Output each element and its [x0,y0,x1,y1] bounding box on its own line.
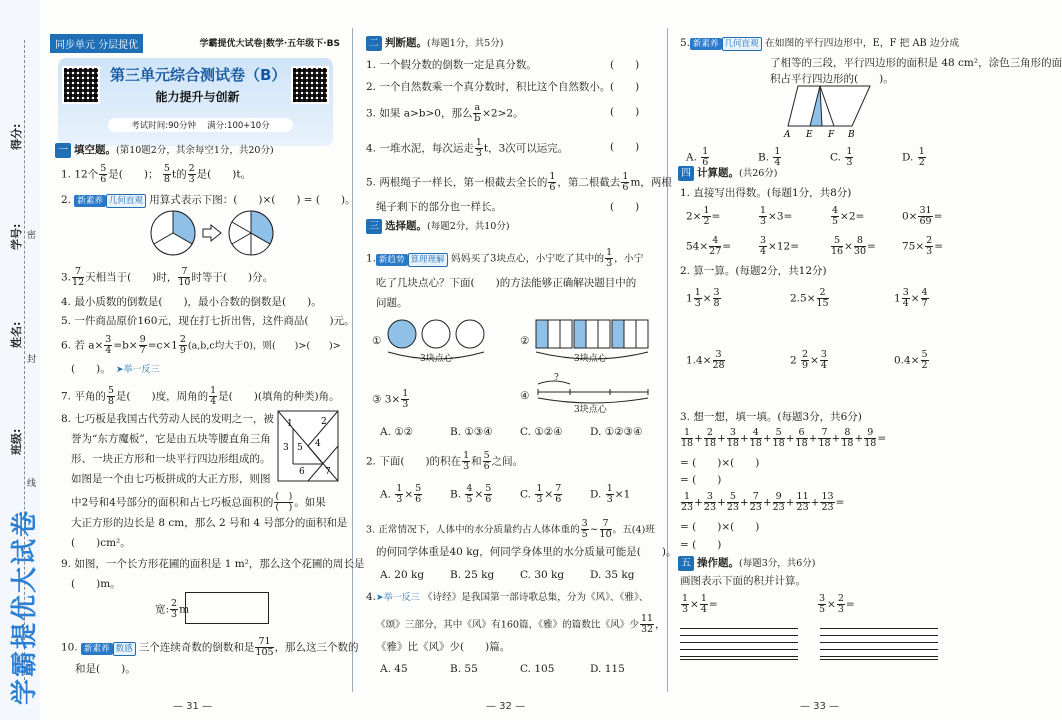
q2-pie-figures [145,209,325,259]
calc-1-item-1[interactable]: $\frac{1}{3}$ ×3= [760,205,793,227]
page-number-32: — 32 — [486,701,526,712]
test-title: 第三单元综合测试卷（B） [110,66,287,84]
section-badge: 一 [55,143,71,158]
operation-instruction: 画图表示下面的积并计算。 [680,575,806,587]
choice-2-option-1[interactable]: B. $\frac{4}{5}$ × $\frac{5}{6}$ [450,483,492,505]
svg-text:1: 1 [287,419,293,429]
choice-4-line3: 《雅》比《风》少( )篇。 [376,641,511,653]
seal-mark-3: 线 [27,479,37,489]
column-divider-1 [352,28,353,692]
parallelogram-figure [784,82,874,140]
sync-tag: 同步单元 分层提优 [50,34,143,53]
calc-2-item-3[interactable]: 1.4× $\frac{3}{28}$ [686,349,725,371]
section-operation: 五 操作题。(每题3分，共6分) [678,556,816,571]
choice-3: 3. 正常情况下，人体中的水分质量约占人体体重的 $\frac{3}{5}$ ~ $\frac{7}{10}$ 。五(4)班 [366,518,655,540]
choice-1-c[interactable]: C. ①②④ [520,426,563,438]
fill-3[interactable]: = ( )×( ) [680,521,760,533]
svg-text:7: 7 [325,467,331,477]
calc-2-item-0[interactable]: 1 $\frac{1}{3}$ × $\frac{3}{8}$ [686,287,720,309]
fraction-sum-1: $\frac{1}{18}$ + $\frac{2}{18}$ + $\frac{3}{18}$ + $\frac{4}{18}$ + $\frac{5}{18}$ + $\frac{6}{18}$ + $\frac{7}{18}$ + $\frac{8}{18}$ + $\frac{9}{18}$ = [681,427,887,449]
class-label: 班级: [10,428,23,455]
svg-text:E: E [806,130,813,140]
operation-expr-1: $\frac{1}{3}$ × $\frac{1}{4}$ = [682,593,718,615]
choice-3-line2: 的何同学体重是40 kg，何同学身体里的水分质量可能是( )。 [376,546,677,558]
q8-line5: 中2号和4号部分的面积和占七巧板总面积的 $\frac{( )}{( )}$ 。如果 [71,491,326,513]
caption-2: 3块点心 [574,354,607,364]
calc-3-title: 3. 想一想，填一填。(每题3分，共6分) [680,411,862,423]
page-number-31: — 31 — [173,701,213,712]
calc-1-item-5[interactable]: $\frac{3}{4}$ ×12= [760,235,800,257]
q3: 3. $\frac{7}{12}$ 天相当于( )时， $\frac{7}{10}$ 时等于( )分。 [61,266,274,288]
choice-3-a[interactable]: A. 20 kg [380,569,425,581]
q9-line2: ( )m。 [71,578,121,590]
q2: 2. 新素养 几何直观 用算式表示下图：( )×( ) = ( )。 [61,194,356,206]
option-3: ③ 3× $\frac{1}{3}$ [372,388,409,410]
section-true-false: 二 判断题。(每题1分，共5分) [366,36,504,51]
section-fill-blank [55,143,274,158]
choice-2-option-0[interactable]: A. $\frac{1}{3}$ × $\frac{5}{6}$ [380,483,422,505]
page-31 [45,0,365,720]
question-mark: ? [554,373,559,383]
q8-line6: 大正方形的边长是 8 cm，那么 2 号和 4 号部分的面积和是 [71,517,348,529]
choice-2-option-2[interactable]: C. $\frac{1}{3}$ × $\frac{7}{6}$ [520,483,562,505]
tangram-figure [277,410,339,482]
q6: 6. 若 a× $\frac{3}{4}$ =b× $\frac{9}{7}$ =c×1 $\frac{2}{9}$ (a,b,c均大于0)，则( )>( )> [61,334,341,356]
tf-5: 5. 两根绳子一样长，第一根截去全长的 $\frac{1}{6}$ ，第二根截去 $\frac{1}{6}$ m，两根 [366,171,672,193]
brand-vertical: 学霸提优大试卷 [10,508,40,705]
answer-paren-3[interactable]: ( ) [610,106,640,118]
tf-5-line2: 绳子剩下的部分也一样长。 [376,201,502,213]
test-subtitle: 能力提升与创新 [155,90,240,104]
binding-sidebar [0,0,40,720]
fraction-sum-2: $\frac{1}{23}$ + $\frac{3}{23}$ + $\frac{5}{23}$ + $\frac{7}{23}$ + $\frac{9}{23}$ + $\frac{11}{23}$ + $\frac{13}{23}$ = [681,491,845,513]
choice-1-d[interactable]: D. ①②③④ [590,426,643,438]
section-note: (第10题2分，其余每空1分，共20分) [116,145,274,156]
drawing-box-1[interactable] [680,628,798,660]
answer-paren-5[interactable]: ( ) [610,201,640,213]
section-title: 填空题。 [74,144,116,156]
choice-4-line2: 《颂》三部分，其中《风》有160篇，《雅》的篇数比《风》少 $\frac{11}{32}$ ， [376,613,666,635]
choice-3-c[interactable]: C. 30 kg [520,569,565,581]
svg-text:5: 5 [297,443,303,453]
choice-3-b[interactable]: B. 25 kg [450,569,495,581]
option-1-label: ① [372,335,382,347]
choice-4: 4.➤举一反三 《诗经》是我国第一部诗歌总集，分为《风》、《雅》、 [366,591,649,603]
choice-2-option-3[interactable]: D. $\frac{1}{3}$ ×1 [590,483,631,505]
calc-2-item-5[interactable]: 0.4× $\frac{5}{2}$ [894,349,928,371]
svg-text:B: B [848,130,855,140]
tf-3: 3. 如果 a>b>0，那么 $\frac{a}{b}$ ×2>2。 [366,102,524,124]
column-divider-2 [667,28,668,692]
fill-2[interactable]: = ( ) [680,474,722,486]
q9-line1: 9. 如图，一个长方形花圃的面积是 1 m²，那么这个花圃的周长是 [61,558,365,570]
q8-line3: 形、一块正方形和一块平行四边形组成的。 [71,453,271,465]
q8-line1: 8. 七巧板是我国古代劳动人民的发明之一，被 [61,413,274,425]
page-number-33: — 33 — [800,701,840,712]
caption-1: 3块点心 [420,354,453,364]
option-2-label: ② [520,335,530,347]
svg-text:F: F [828,130,835,140]
q10: 10. 新素养 数感 三个连续奇数的倒数和是 $\frac{71}{105}$ ，那么这三个数的 [61,636,359,658]
svg-text:6: 6 [299,467,305,477]
answer-paren-2[interactable]: ( ) [610,81,640,93]
q5-option-1[interactable]: B. $\frac{1}{4}$ [758,146,781,168]
drawing-box-2[interactable] [820,628,938,660]
choice-2: 2. 下面( )的积在 $\frac{1}{3}$ 和 $\frac{5}{6}$ 之间。 [366,450,524,472]
q4: 4. 最小质数的倒数是( )，最小合数的倒数是( )。 [61,296,322,308]
q6-line2: ( )。 ➤举一反三 [71,363,160,375]
svg-text:2: 2 [321,417,327,427]
caption-4: 3块点心 [574,405,607,415]
choice-1-a[interactable]: A. ①② [380,426,414,438]
section-calc: 四 计算题。(共26分) [678,166,778,181]
calc-1-item-2[interactable]: $\frac{4}{5}$ ×2= [832,205,865,227]
q7: 7. 平角的 $\frac{5}{8}$ 是( )度，周角的 $\frac{1}{4}$ 是( )(填角的种类)角。 [61,385,340,407]
q5-option-2[interactable]: C. $\frac{1}{3}$ [830,146,853,168]
calc-2-item-1[interactable]: 2.5× $\frac{2}{15}$ [790,287,829,309]
calc-2-item-2[interactable]: 1 $\frac{3}{4}$ × $\frac{4}{7}$ [894,287,928,309]
svg-text:3: 3 [283,443,289,453]
q5-option-3[interactable]: D. $\frac{1}{2}$ [902,146,925,168]
series-label: 学霸提优大试卷|数学·五年级下·BS [199,39,340,49]
choice-1-line3: 问题。 [376,297,408,309]
q5: 5. 一件商品原价160元，现在打七折出售，这件商品( )元。 [61,315,355,327]
tf-1: 1. 一个假分数的倒数一定是真分数。 [366,59,537,71]
choice-4-d[interactable]: D. 115 [590,663,625,675]
choice-1-line2: 吃了几块点心？下面( )的方法能够正确解决题目中的 [376,277,637,289]
fill-1[interactable]: = ( )×( ) [680,457,760,469]
page-32 [358,0,677,720]
page-33 [672,0,1062,720]
choice-1-b[interactable]: B. ①③④ [450,426,493,438]
seal-mark-1: 密 [27,231,37,241]
calc-1-title: 1. 直接写出得数。(每题1分，共8分) [680,187,852,199]
choice-4-a[interactable]: A. 45 [380,663,408,675]
q1: 1. 12个 $\frac{5}{6}$ 是( )； $\frac{5}{8}$ t的 $\frac{2}{3}$ 是( )t。 [61,163,252,185]
calc-2-item-4[interactable]: 2 $\frac{2}{9}$ × $\frac{3}{4}$ [790,349,827,371]
q5-line3: 积占平行四边形的( )。 [770,73,894,85]
svg-text:4: 4 [315,439,321,449]
calc-1-item-6[interactable]: $\frac{5}{16}$ × $\frac{8}{30}$ = [831,235,876,257]
q8-line2: 誉为“东方魔板”，它是由五块等腰直角三角 [71,433,271,445]
seal-mark-2: 封 [27,355,37,365]
q5-option-0[interactable]: A. $\frac{1}{6}$ [686,146,709,168]
score-label: 得分: [10,123,23,150]
calc-2-title: 2. 算一算。(每题2分，共12分) [680,265,827,277]
choice-4-c[interactable]: C. 105 [520,663,555,675]
section-choice: 三 选择题。(每题2分，共10分) [366,219,510,234]
choice-3-d[interactable]: D. 35 kg [590,569,635,581]
calc-1-item-0[interactable]: 2× $\frac{1}{2}$ = [686,205,721,227]
q8-line4: 如图是一个由七巧板拼成的大正方形，则图 [71,473,271,485]
answer-paren-4[interactable]: ( ) [610,141,640,153]
tag-geometry: 几何直观 [106,194,146,208]
q9-rectangle [185,592,269,624]
q5-parallelogram: 5. 新素养 几何直观 在如图的平行四边形中，E，F 把 AB 边分成 [680,37,960,49]
q5-line2: 了相等的三段，平行四边形的面积是 48 cm²，涂色三角形的面 [770,57,1062,69]
exam-time: 考试时间:90分钟 [131,121,196,131]
fill-4[interactable]: = ( ) [680,539,722,551]
answer-paren-1[interactable]: ( ) [610,59,640,71]
choice-4-b[interactable]: B. 55 [450,663,478,675]
calc-1-item-7[interactable]: 75× $\frac{2}{3}$ = [902,235,944,257]
calc-1-item-4[interactable]: 54× $\frac{4}{27}$ = [686,235,732,257]
svg-text:A: A [784,130,791,140]
q8-line7: ( )cm²。 [71,537,131,549]
tag-new-literacy: 新素养 [74,195,106,207]
operation-expr-2: $\frac{3}{5}$ × $\frac{2}{3}$ = [819,593,855,615]
name-label: 姓名: [10,321,23,348]
option-4-label: ④ [520,390,530,402]
q10-line2: 和是( )。 [75,663,136,675]
tf-2: 2. 一个自然数乘一个真分数时，积比这个自然数小。 [366,81,611,93]
student-id-label: 学号: [10,223,23,250]
full-score: 满分:100+10分 [207,121,270,131]
tf-4: 4. 一堆水泥，每次运走 $\frac{1}{3}$ t，3次可以运完。 [366,137,569,159]
choice-1: 1. 新趋势 算理理解 妈妈买了3块点心，小宁吃了其中的 $\frac{1}{3}$ ，小宁 [366,247,644,269]
q9-width-label: 宽: $\frac{2}{3}$ m [155,598,190,620]
calc-1-item-3[interactable]: 0× $\frac{31}{69}$ = [902,205,943,227]
